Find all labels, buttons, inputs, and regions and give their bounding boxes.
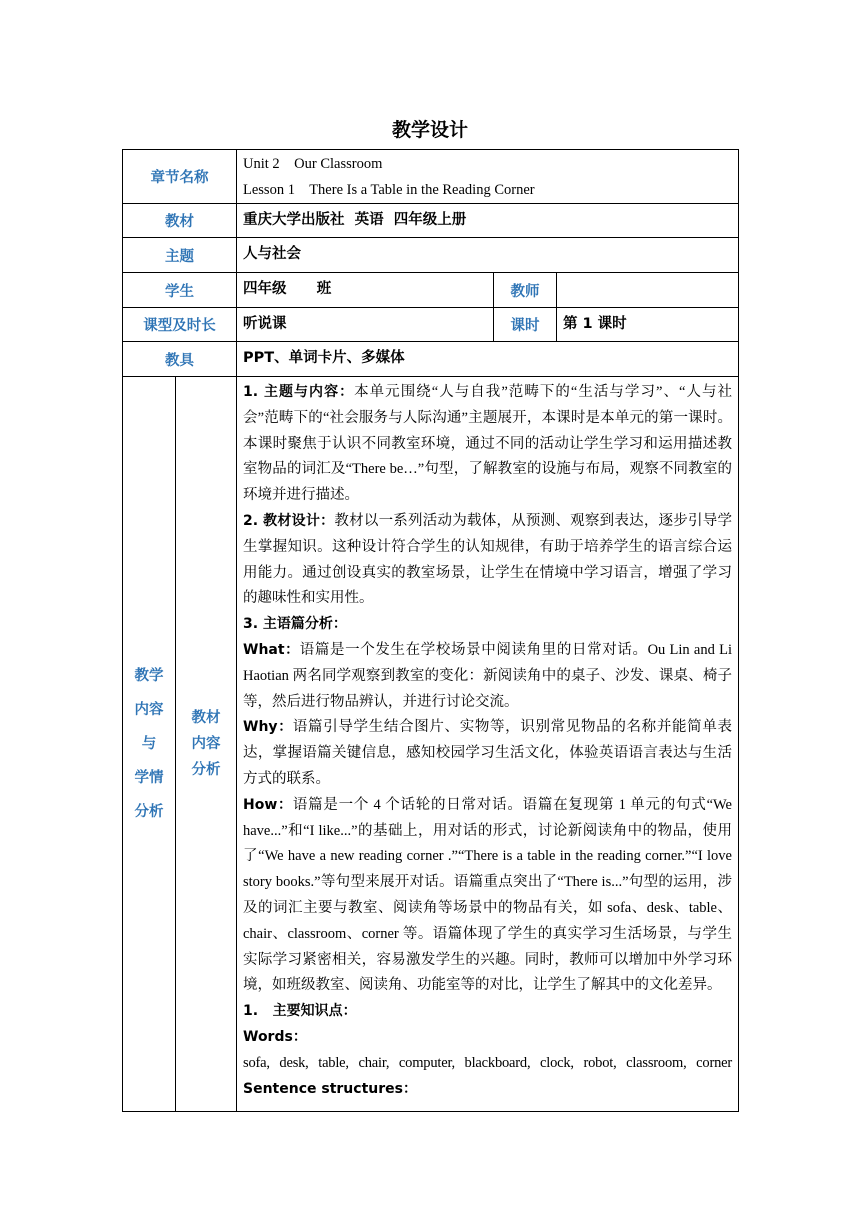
lesson-plan-table bbox=[122, 149, 739, 1112]
chapter-label: 章节名称 bbox=[123, 150, 237, 204]
outer-label-5: 分析 bbox=[134, 804, 164, 820]
words-list: sofa, desk, table, chair, computer, blackboard, clock, robot, classroom, corner bbox=[243, 1054, 732, 1071]
theme-value: 人与社会 bbox=[237, 238, 739, 273]
chapter-value bbox=[237, 150, 739, 204]
how-paragraph bbox=[243, 793, 732, 999]
what-text: 语篇是一个发生在学校场景中阅读角里的日常对话。Ou Lin and Li Haotian 两名同学观察到教室的变化：新阅读角中的桌子、沙发、课桌、椅子等，然后进行物品辨认，并进行讨论交流。 bbox=[243, 641, 732, 710]
period-label: 课时 bbox=[494, 308, 557, 342]
knowledge-heading: 1. 主要知识点： bbox=[243, 1003, 357, 1020]
teacher-value bbox=[557, 273, 739, 308]
inner-label-3: 分析 bbox=[191, 762, 221, 778]
outer-label-2: 内容 bbox=[134, 702, 164, 718]
material-heading: 2. 教材设计： bbox=[243, 512, 335, 529]
why-heading: Why： bbox=[243, 719, 293, 736]
words-heading: Words： bbox=[243, 1028, 307, 1045]
how-text: 语篇是一个 4 个话轮的日常对话。语篇在复现第 1 单元的句式“We have...”和“I like...”的基础上，用对话的形式，讨论新阅读角中的物品，使用了“We have a new reading corner .”“There is a table in the reading corner.”“I love story books.”等句型来展开对话。语篇重点突出了“There is...”句型的运用，涉及的词汇主要与教室、阅读角等场景中的物品有关，如 sofa、desk、table、chair、classroom、corner 等。语篇体现了学生的真实学习生活场景，与学生实际学习紧密相关，容易激发学生的兴趣。同时，教师可以增加中外学习环境，如班级教室、阅读角、功能室等的对比，让学生了解其中的文化差异。 bbox=[243, 796, 732, 994]
outer-label-4: 学情 bbox=[134, 770, 164, 786]
material-paragraph bbox=[243, 509, 732, 612]
aids-value: PPT、单词卡片、多媒体 bbox=[237, 342, 739, 377]
knowledge-heading-paragraph bbox=[243, 999, 732, 1025]
topic-paragraph bbox=[243, 380, 732, 509]
row-lesson-type bbox=[123, 308, 739, 342]
analysis-outer-label bbox=[123, 377, 176, 1112]
why-text: 语篇引导学生结合图片、实物等，识别常见物品的名称并能简单表达，掌握语篇关键信息，感知校园学习生活文化，体验英语语言表达与生活方式的联系。 bbox=[243, 719, 732, 787]
teacher-label: 教师 bbox=[494, 273, 557, 308]
row-student bbox=[123, 273, 739, 308]
row-theme bbox=[123, 238, 739, 273]
sentences-heading-paragraph bbox=[243, 1077, 732, 1103]
analysis-inner-label bbox=[176, 377, 237, 1112]
sentences-heading: Sentence structures： bbox=[243, 1080, 417, 1097]
student-label: 学生 bbox=[123, 273, 237, 308]
theme-label: 主题 bbox=[123, 238, 237, 273]
how-heading: How： bbox=[243, 796, 293, 813]
why-paragraph bbox=[243, 715, 732, 792]
document-title: 教学设计 bbox=[391, 119, 468, 141]
what-heading: What： bbox=[243, 641, 300, 658]
student-value: 四年级 班 bbox=[237, 273, 494, 308]
lesson-type-label: 课型及时长 bbox=[123, 308, 237, 342]
lesson-type-value: 听说课 bbox=[237, 308, 494, 342]
words-heading-paragraph bbox=[243, 1025, 732, 1051]
discourse-heading: 3. 主语篇分析： bbox=[243, 616, 347, 633]
textbook-value: 重庆大学出版社 英语 四年级上册 bbox=[237, 204, 739, 238]
row-chapter bbox=[123, 150, 739, 204]
chapter-unit: Unit 2 Our Classroom bbox=[243, 156, 383, 172]
textbook-label: 教材 bbox=[123, 204, 237, 238]
aids-label: 教具 bbox=[123, 342, 237, 377]
material-text: 教材以一系列活动为载体，从预测、观察到表达，逐步引导学生掌握知识。这种设计符合学生的认知规律，有助于培养学生的语言综合运用能力。通过创设真实的教室场景，让学生在情境中学习语言，增强了学习的趣味性和实用性。 bbox=[243, 512, 733, 607]
inner-label-1: 教材 bbox=[191, 710, 221, 726]
analysis-content bbox=[237, 377, 739, 1112]
what-paragraph bbox=[243, 638, 732, 715]
outer-label-3: 与 bbox=[141, 736, 157, 752]
row-aids bbox=[123, 342, 739, 377]
discourse-heading-paragraph bbox=[243, 612, 732, 638]
topic-heading: 1. 主题与内容： bbox=[243, 384, 355, 400]
row-analysis bbox=[123, 377, 739, 1112]
chapter-lesson: Lesson 1 There Is a Table in the Reading Corner bbox=[243, 182, 535, 198]
outer-label-1: 教学 bbox=[134, 668, 164, 684]
topic-text: 本单元围绕“人与自我”范畴下的“生活与学习”、“人与社会”范畴下的“社会服务与人际沟通”主题展开，本课时是本单元的第一课时。本课时聚焦于认识不同教室环境，通过不同的活动让学生学习和运用描述教室物品的词汇及“There be…”句型，了解教室的设施与布局，观察不同教室的环境并进行描述。 bbox=[243, 384, 732, 504]
period-value: 第 1 课时 bbox=[557, 308, 739, 342]
inner-label-2: 内容 bbox=[191, 736, 221, 752]
row-textbook bbox=[123, 204, 739, 238]
